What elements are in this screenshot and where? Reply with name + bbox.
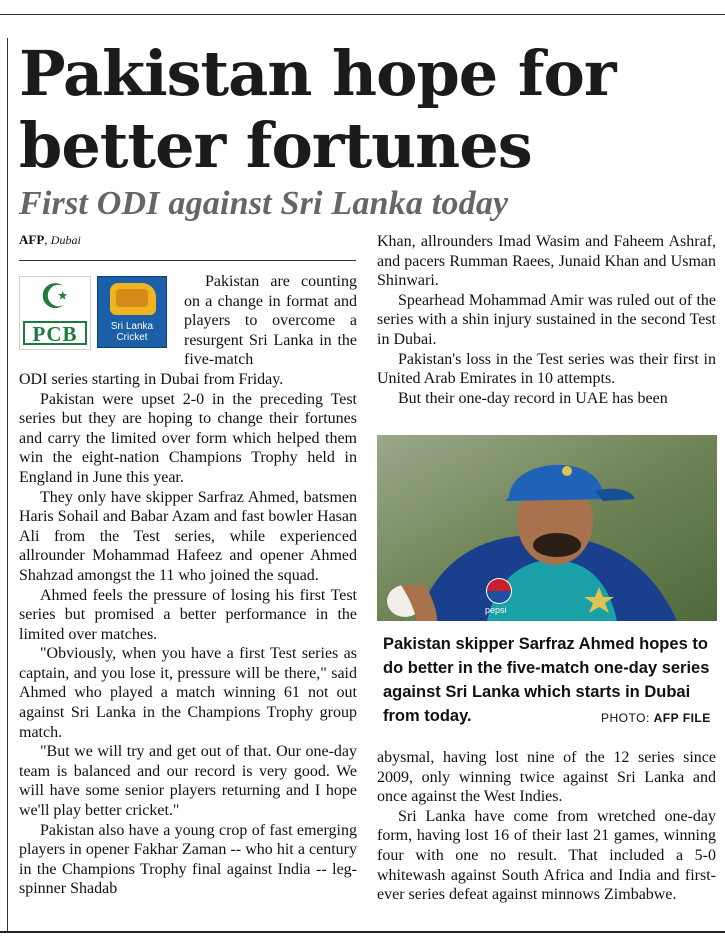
top-rule bbox=[0, 14, 725, 15]
paragraph: "But we will try and get out of that. Our one-day team is balanced and our record is very good. We will have some senior players returning and I hope we'll play better cricket." bbox=[19, 743, 357, 820]
byline bbox=[19, 232, 81, 248]
paragraph: Pakistan were upset 2-0 in the preceding Test series but they are hoping to change their fortunes and carry the limited over form which helped them win the eight-nation Champions Trophy held in England in June this year. bbox=[19, 390, 357, 486]
article-column-1 bbox=[19, 272, 357, 899]
paragraph: ODI series starting in Dubai from Friday. bbox=[19, 370, 284, 388]
byline-place: Dubai bbox=[50, 233, 81, 247]
slc-logo-line1: Sri Lanka bbox=[110, 321, 154, 332]
slc-logo-line2: Cricket bbox=[116, 332, 148, 343]
paragraph: Pakistan are counting on a change in format and players to overcome a resurgent Sri Lanka in the five-match bbox=[184, 273, 357, 369]
star-crescent-icon: ☪ bbox=[39, 279, 71, 316]
paragraph: They only have skipper Sarfraz Ahmed, batsmen Haris Sohail and Babar Azam and fast bowler Hasan Ali from the Test series, while experienced allrounder Mohammad Hafeez and opener Ahmed Shahzad amongst the 11 who joined the squad. bbox=[19, 488, 357, 584]
photo-credit-source: AFP FILE bbox=[653, 711, 711, 725]
pcb-logo-text: PCB bbox=[23, 321, 87, 345]
byline-agency: AFP bbox=[19, 232, 45, 247]
paragraph: Pakistan also have a young crop of fast emerging players in opener Fakhar Zaman -- who hit a century in the Champions Trophy final against India -- leg-spinner Shadab bbox=[19, 821, 357, 898]
byline-separator: , bbox=[44, 232, 51, 247]
pepsi-logo-text: pepsi bbox=[485, 605, 507, 615]
photo-caption: Pakistan skipper Sarfraz Ahmed hopes to do better in the five-match one-day series against Sri Lanka which starts in Dubai from today. bbox=[383, 635, 710, 725]
paragraph: Pakistan's loss in the Test series was their first in United Arab Emirates in 10 attempts. bbox=[377, 350, 716, 388]
left-rule bbox=[7, 38, 8, 933]
paragraph: But their one-day record in UAE has been bbox=[398, 389, 668, 407]
photo-credit-label: PHOTO: bbox=[601, 711, 654, 725]
article-column-3 bbox=[377, 748, 716, 905]
headline: Pakistan hope for better fortunes bbox=[19, 37, 616, 182]
bottom-rule bbox=[0, 931, 725, 939]
paragraph: "Obviously, when you have a first Test series as captain, and you lose it, pressure will be there," said Ahmed who played a match winning 61 not out against Sri Lanka in the Champions Trophy group match. bbox=[19, 645, 357, 741]
paragraph: abysmal, having lost nine of the 12 series since 2009, only winning twice against Sri Lanka and once against the West Indies. bbox=[377, 749, 716, 806]
photo-credit bbox=[601, 711, 711, 725]
cricketer-photo-illustration bbox=[377, 435, 717, 621]
paragraph: Ahmed feels the pressure of losing his first Test series but promised a better performance in the limited over matches. bbox=[19, 586, 357, 643]
paragraph: Sri Lanka have come from wretched one-day form, having lost 16 of their last 21 games, winning four with one no result. That included a 5-0 whitewash against South Africa and India and first-ever series defeat against minnows Zimbabwe. bbox=[377, 807, 716, 904]
news-photo bbox=[377, 435, 717, 621]
article-column-2 bbox=[377, 232, 716, 408]
byline-rule bbox=[19, 260, 356, 261]
paragraph: Khan, allrounders Imad Wasim and Faheem Ashraf, and pacers Rumman Raees, Junaid Khan and Usman Shinwari. bbox=[377, 233, 716, 290]
paragraph: Spearhead Mohammad Amir was ruled out of the series with a shin injury sustained in the second Test in Dubai. bbox=[377, 291, 716, 348]
subheadline: First ODI against Sri Lanka today bbox=[19, 185, 509, 222]
